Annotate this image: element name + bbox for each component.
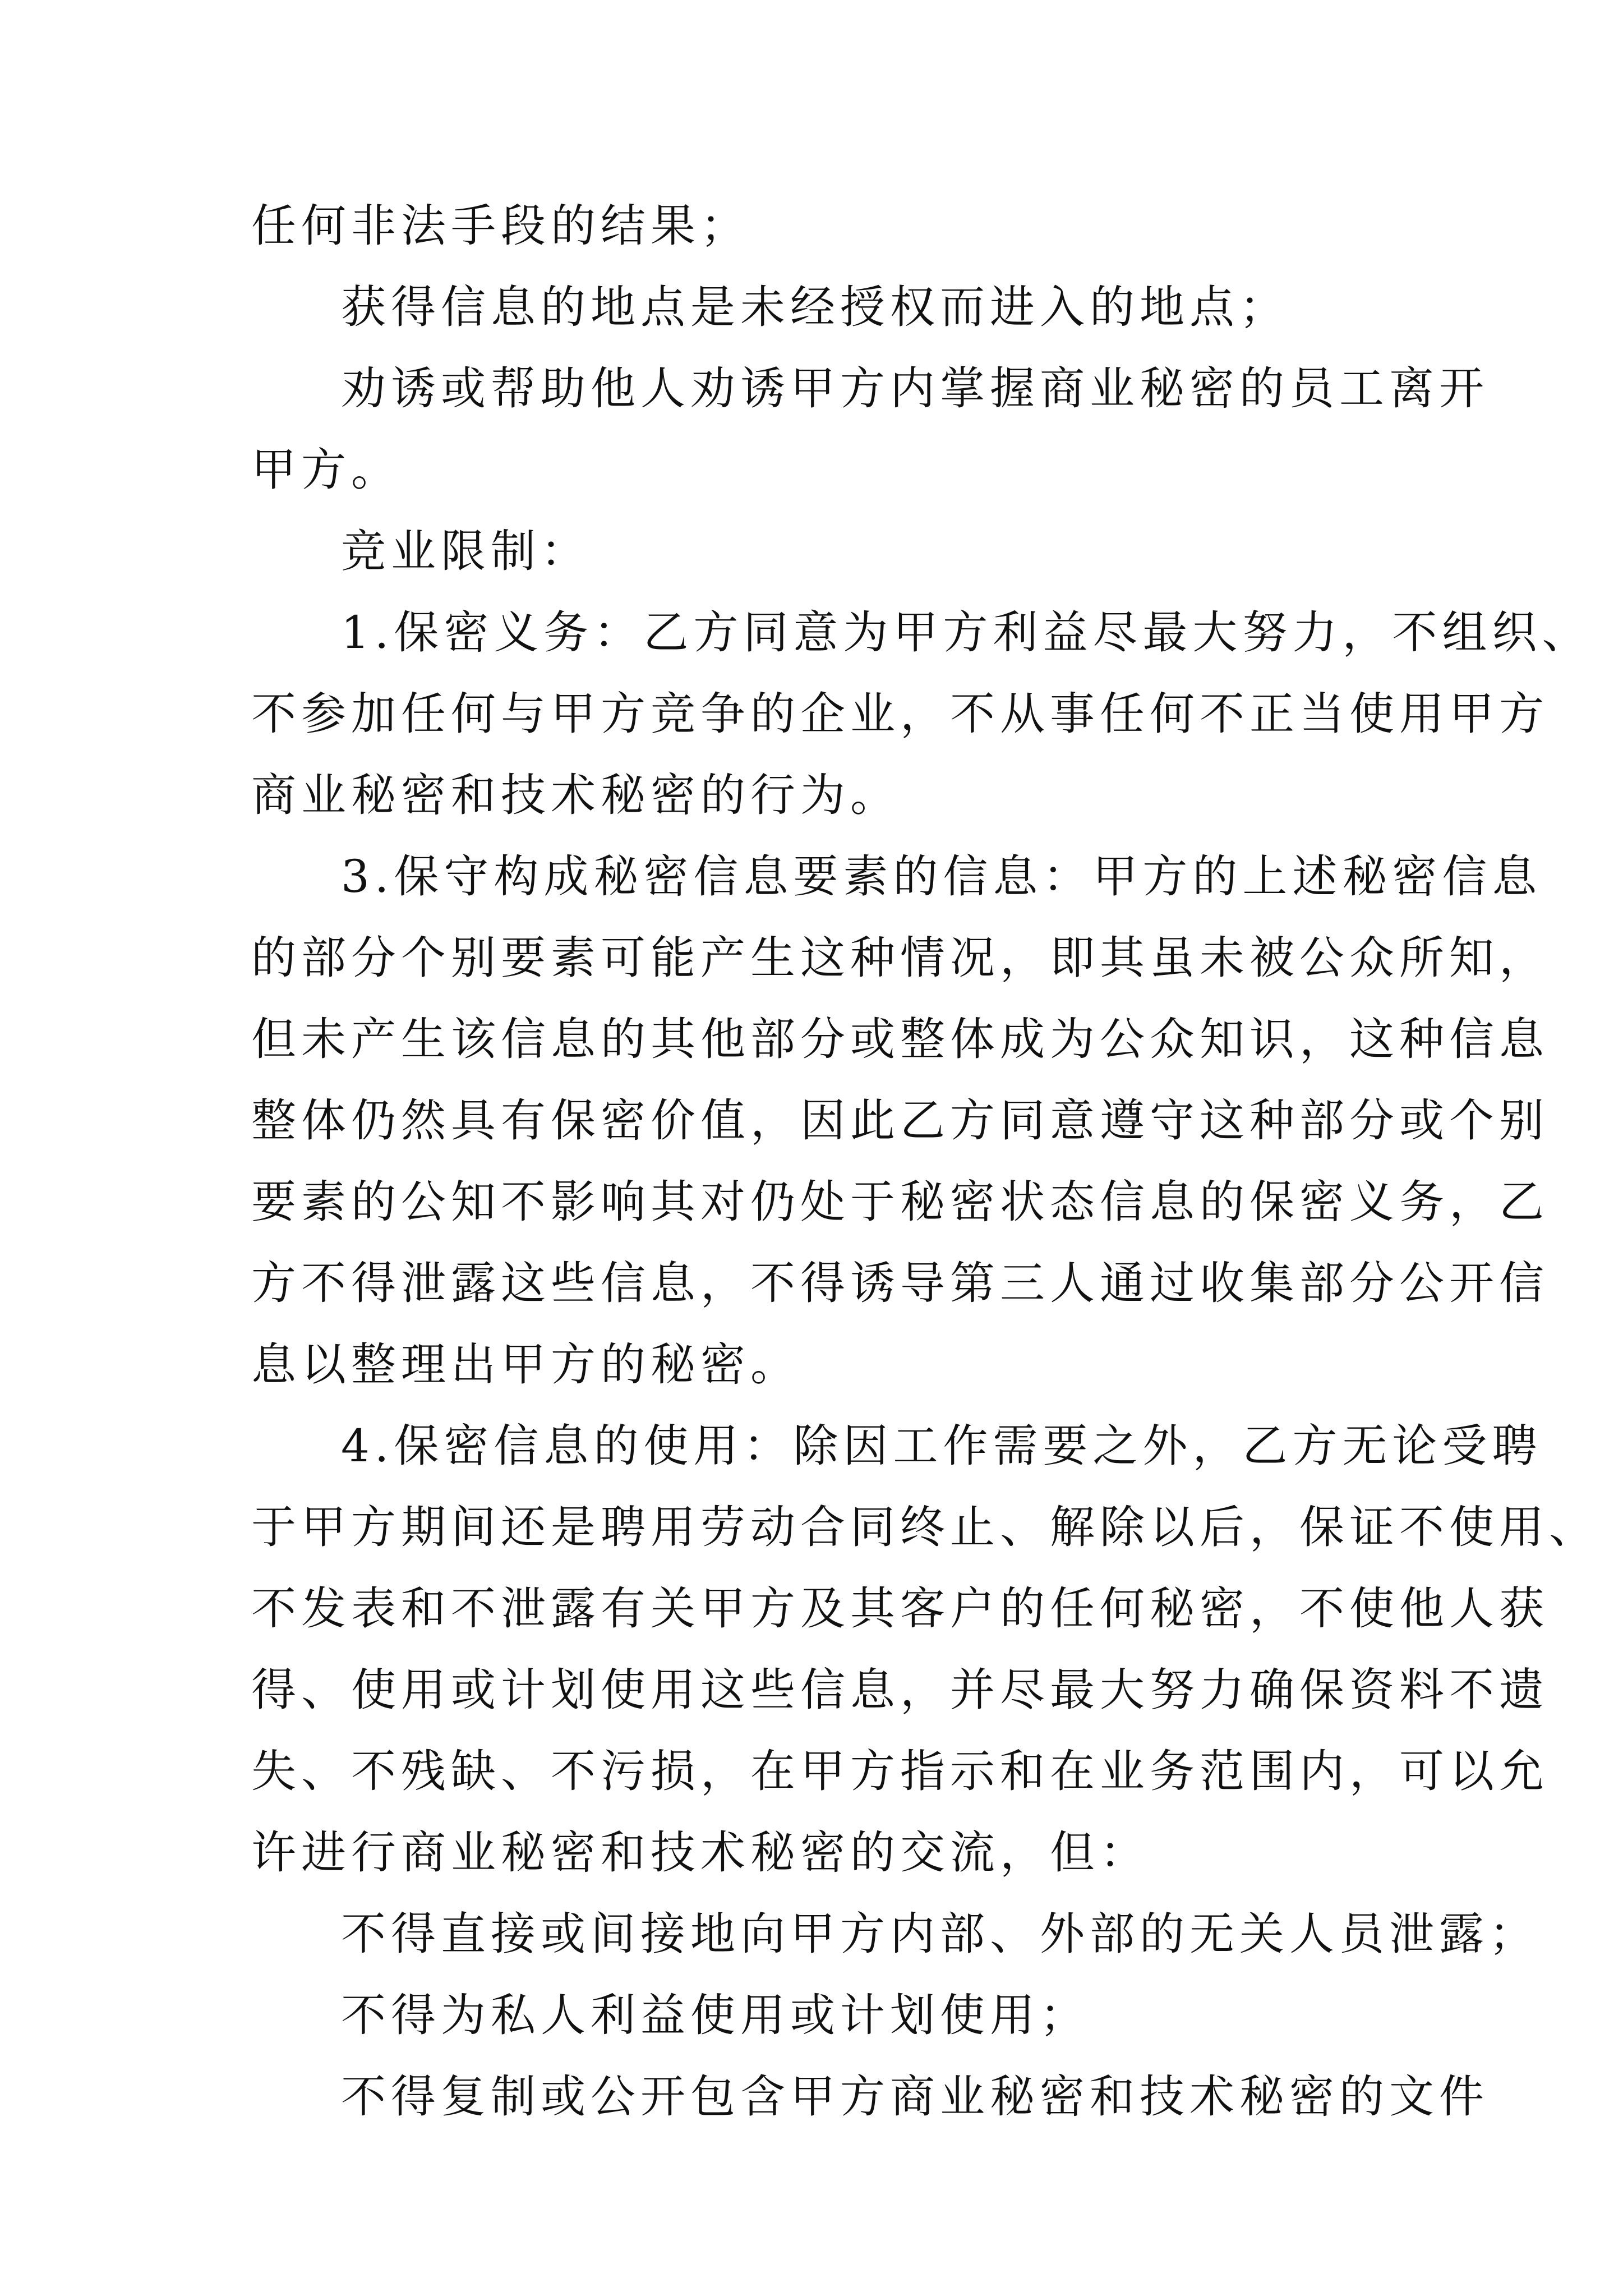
text-line: 不参加任何与甲方竞争的企业，不从事任何不正当使用甲方 — [251, 688, 1549, 740]
text-line: 4.保密信息的使用：除因工作需要之外，乙方无论受聘 — [341, 1420, 1542, 1472]
text-line: 方不得泄露这些信息，不得诱导第三人通过收集部分公开信 — [251, 1257, 1549, 1309]
text-line: 息以整理出甲方的秘密。 — [251, 1338, 800, 1391]
document-body — [251, 185, 1599, 2137]
text-line: 的部分个别要素可能产生这种情况，即其虽未被公众所知， — [251, 932, 1549, 984]
text-line: 许进行商业秘密和技术秘密的交流，但： — [251, 1826, 1150, 1879]
text-line: 劝诱或帮助他人劝诱甲方内掌握商业秘密的员工离开 — [341, 362, 1489, 415]
text-line: 1.保密义务：乙方同意为甲方利益尽最大努力，不组织、 — [341, 606, 1592, 659]
text-line: 任何非法手段的结果； — [251, 200, 750, 252]
text-line: 不得为私人利益使用或计划使用； — [341, 1989, 1090, 2041]
section-heading: 竞业限制： — [341, 525, 591, 577]
text-line: 失、不残缺、不污损，在甲方指示和在业务范围内，可以允 — [251, 1745, 1549, 1797]
text-line: 但未产生该信息的其他部分或整体成为公众知识，这种信息 — [251, 1013, 1549, 1065]
text-line: 甲方。 — [251, 444, 401, 496]
text-line: 不得复制或公开包含甲方商业秘密和技术秘密的文件 — [341, 2070, 1489, 2123]
text-line: 获得信息的地点是未经授权而进入的地点； — [341, 281, 1289, 333]
text-line: 不得直接或间接地向甲方内部、外部的无关人员泄露； — [341, 1908, 1539, 1960]
text-line: 要素的公知不影响其对仍处于秘密状态信息的保密义务，乙 — [251, 1176, 1549, 1228]
text-line: 3.保守构成秘密信息要素的信息：甲方的上述秘密信息 — [341, 850, 1542, 903]
text-line: 于甲方期间还是聘用劳动合同终止、解除以后，保证不使用、 — [251, 1501, 1599, 1553]
text-line: 商业秘密和技术秘密的行为。 — [251, 769, 900, 821]
text-line: 得、使用或计划使用这些信息，并尽最大努力确保资料不遗 — [251, 1664, 1549, 1716]
text-line: 不发表和不泄露有关甲方及其客户的任何秘密，不使他人获 — [251, 1582, 1549, 1635]
text-line: 整体仍然具有保密价值，因此乙方同意遵守这种部分或个别 — [251, 1094, 1549, 1147]
